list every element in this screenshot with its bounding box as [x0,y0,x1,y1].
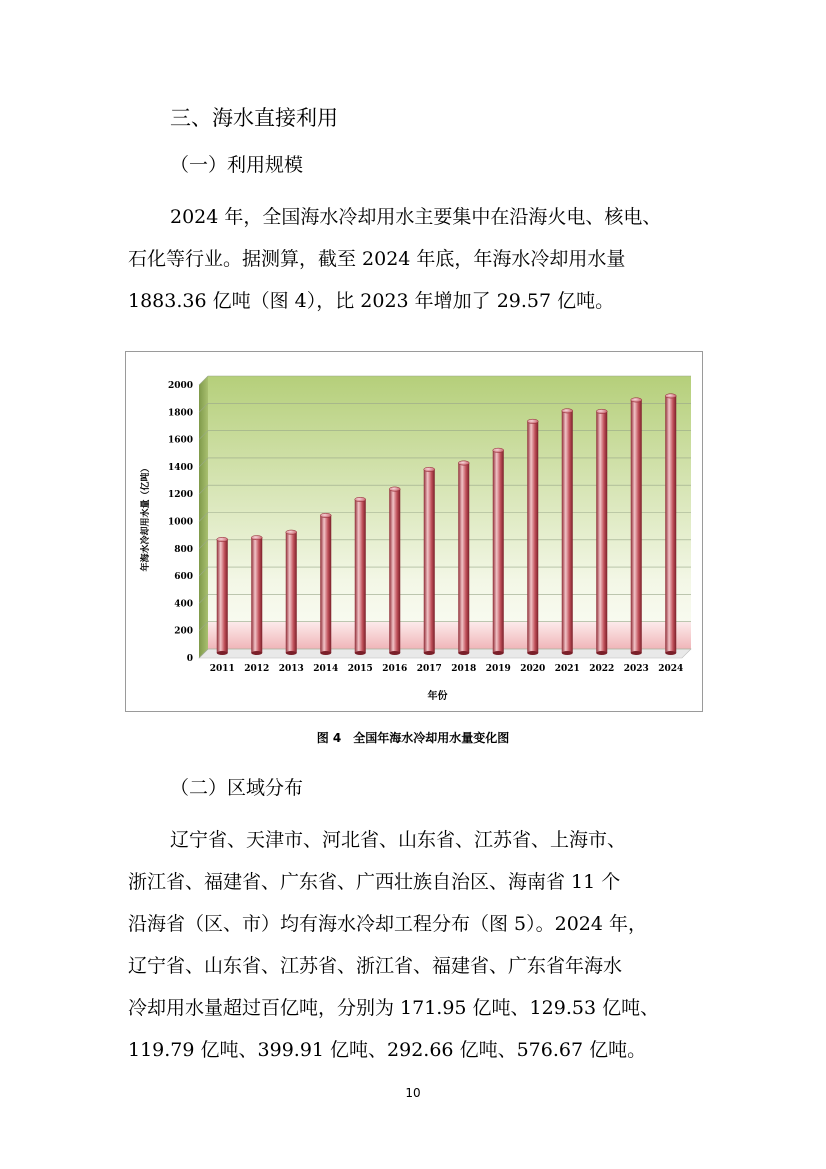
y-tick-label: 0 [186,654,193,664]
bar-cap [389,487,400,491]
x-tick-label: 2012 [244,664,270,674]
bar-base [251,651,262,655]
bar-cap [493,448,504,452]
y-axis-title: 年海水冷却用水量（亿吨） [141,463,151,572]
bar-cap [665,394,676,398]
bar [562,411,573,653]
bar-base [631,651,642,655]
bar-base [286,651,297,655]
bar [596,411,607,653]
y-tick-label: 2000 [167,381,193,391]
bar-base [424,651,435,655]
x-tick-label: 2016 [382,664,408,674]
x-tick-label: 2011 [209,664,235,674]
paragraph-scale [128,196,703,322]
x-axis-title: 年份 [427,691,448,702]
bar-cap [217,537,228,541]
bar [493,450,504,653]
bar-cap [251,535,262,539]
figure-caption: 图 4 全国年海水冷却用水量变化图 [316,731,510,745]
bar-base [596,651,607,655]
bar [458,463,469,653]
bar-base [389,651,400,655]
bar [286,532,297,653]
bar [527,421,538,653]
paragraph-distribution [128,819,703,1071]
paragraph-line: 沿海省（区、市）均有海水冷却工程分布（图 5）。2024 年， [128,913,648,935]
bar-cap [596,409,607,413]
bar-cap [286,530,297,534]
paragraph-line: 浙江省、福建省、广东省、广西壮族自治区、海南省 11 个 [128,871,621,893]
x-tick-label: 2014 [313,664,339,674]
bar-cap [355,497,366,501]
y-tick-label: 200 [174,626,193,637]
paragraph-line: 2024 年，全国海水冷却用水主要集中在沿海火电、核电、 [170,206,662,228]
y-tick-label: 1800 [167,408,193,419]
x-tick-label: 2015 [347,664,373,674]
x-tick-label: 2020 [520,664,546,674]
y-tick-label: 1000 [167,517,193,528]
bar [389,489,400,653]
chart-floor [199,649,691,658]
bar [631,400,642,653]
bar [424,469,435,653]
paragraph-line: 石化等行业。据测算，截至 2024 年底，年海水冷却用水量 [128,248,626,270]
bar-cap [320,513,331,517]
x-tick-label: 2024 [658,664,684,674]
paragraph-line: 辽宁省、天津市、河北省、山东省、江苏省、上海市、 [170,829,627,851]
y-tick-label: 1200 [167,490,193,501]
bar-chart [126,352,702,711]
x-tick-label: 2022 [589,664,615,674]
bar-base [493,651,504,655]
x-tick-label: 2021 [554,664,580,674]
x-tick-label: 2018 [451,664,477,674]
paragraph-line: 辽宁省、山东省、江苏省、浙江省、福建省、广东省年海水 [128,955,623,977]
x-tick-label: 2013 [278,664,304,674]
paragraph-line: 119.79 亿吨、399.91 亿吨、292.66 亿吨、576.67 亿吨。 [128,1039,647,1061]
bar [355,499,366,653]
bar-cap [562,409,573,413]
bar-base [665,651,676,655]
bar-base [217,651,228,655]
y-tick-label: 1600 [167,435,193,446]
subsection-heading-scale: （一）利用规模 [170,154,304,176]
bar-base [562,651,573,655]
bar-base [527,651,538,655]
subsection-heading-distribution: （二）区域分布 [170,777,304,799]
y-tick-label: 1400 [167,462,193,473]
chart-figure [125,351,703,712]
bar [320,515,331,653]
bar-cap [424,467,435,471]
x-tick-label: 2023 [623,664,649,674]
x-tick-label: 2019 [485,664,511,674]
paragraph-line: 冷却用水量超过百亿吨，分别为 171.95 亿吨、129.53 亿吨、 [128,997,660,1019]
bar-cap [631,398,642,402]
section-heading: 三、海水直接利用 [170,106,338,130]
chart-floor-band [208,622,691,649]
y-tick-label: 800 [174,544,193,555]
paragraph-line: 1883.36 亿吨（图 4），比 2023 年增加了 29.57 亿吨。 [128,290,615,312]
bar [665,396,676,653]
bar-base [320,651,331,655]
x-tick-label: 2017 [416,664,442,674]
bar [251,538,262,653]
y-tick-label: 400 [174,599,193,610]
bar-base [458,651,469,655]
y-tick-label: 600 [174,572,193,583]
bar [217,539,228,653]
bar-base [355,651,366,655]
bar-cap [458,461,469,465]
bar-cap [527,419,538,423]
page-number: 10 [405,1086,421,1100]
